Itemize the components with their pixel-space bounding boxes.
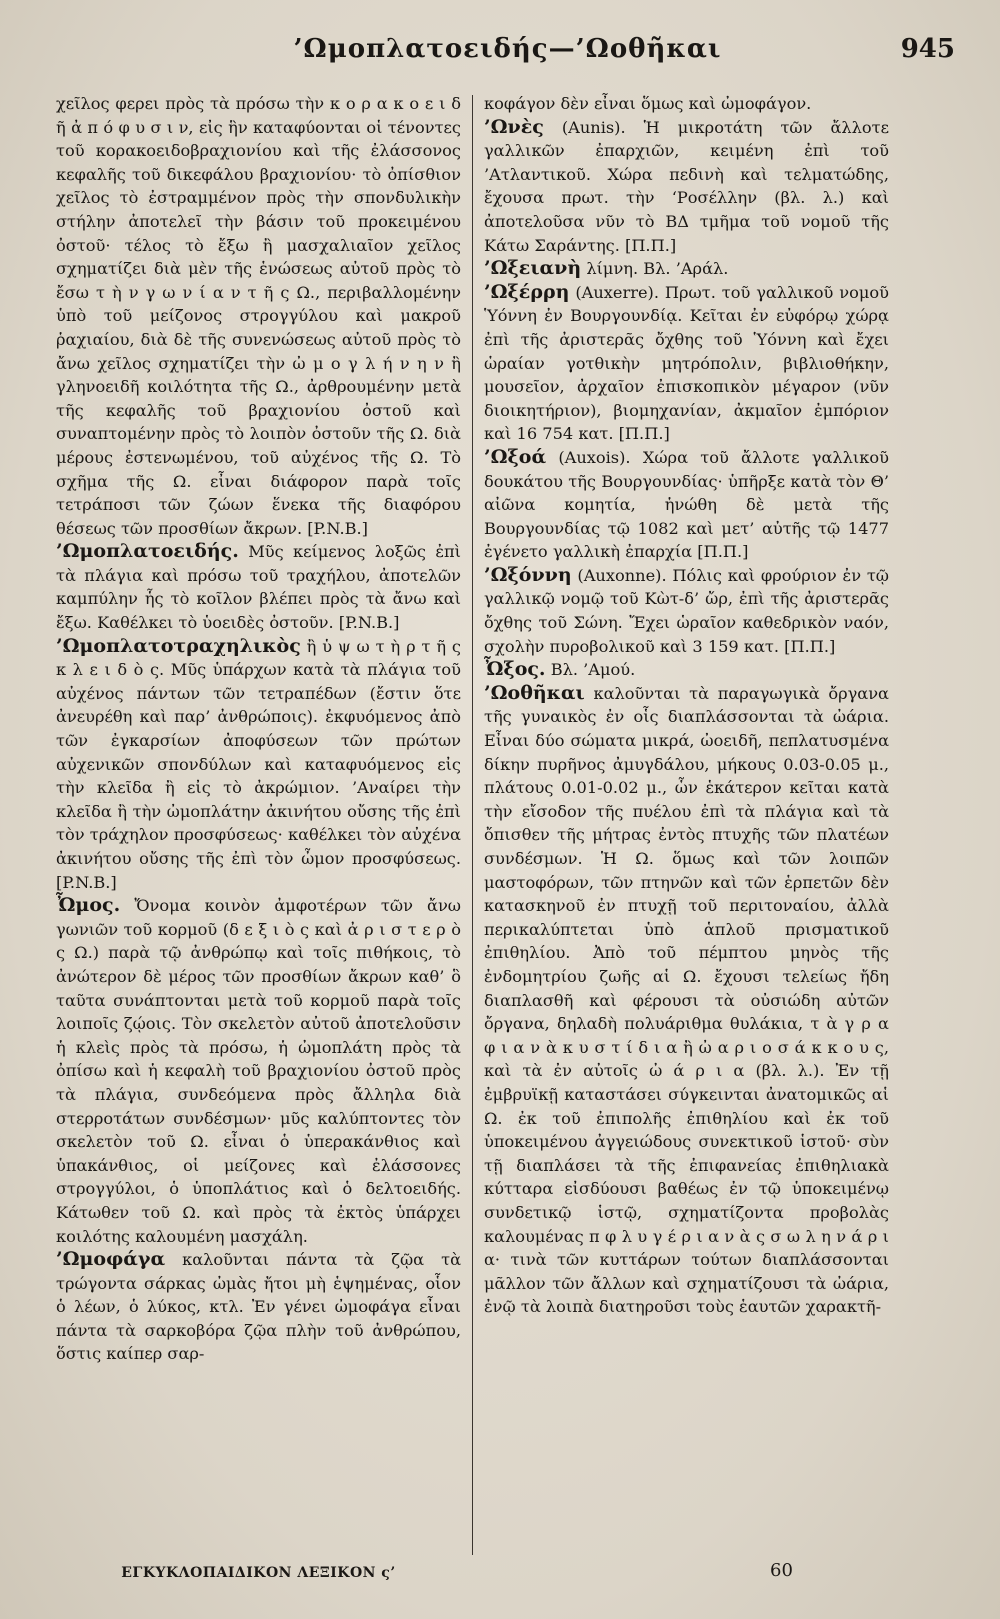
right-column bbox=[484, 92, 889, 1562]
dictionary-entry bbox=[484, 116, 889, 258]
entry-text: Βλ. ’Αμού. bbox=[550, 660, 636, 680]
entry-headword: ’Ωξέρρη bbox=[484, 280, 570, 303]
dictionary-entry bbox=[484, 564, 889, 658]
entry-text: (Auxois). Χώρα τοῦ ἄλλοτε γαλλικοῦ δουκάτου τῆς Βουργουνδίας· ὑπῆρξε κατὰ τὸν Θ’ αἰῶνα κομητία, ἡνώθη δὲ μετὰ τῆς Βουργουνδίας τῷ 1082 καὶ μετ’ αὐτῆς τῷ 1477 ἐγένετο γαλλικὴ ἐπαρχία [Π.Π.] bbox=[484, 447, 889, 562]
dictionary-entry bbox=[56, 540, 461, 634]
dictionary-entry bbox=[484, 257, 889, 281]
footer-imprint: ΕΓΚΥΚΛΟΠΑΙΔΙΚΟΝ ΛΕΞΙΚΟΝ ς’ bbox=[121, 1565, 396, 1581]
entry-headword: ’Ωμοπλατοτραχηλικὸς bbox=[56, 634, 301, 657]
entry-text: καλοῦνται πάντα τὰ ζῷα τὰ τρώγοντα σάρκας ὠμὰς ἤτοι μὴ ἑψημένας, οἷον ὁ λέων, ὁ λύκος, κτλ. Ἐν γένει ὠμοφάγα εἶναι πάντα τὰ σαρκοβόρα ζῷα πλὴν τοῦ ἀνθρώπου, ὅστις καίπερ σαρ- bbox=[56, 1250, 461, 1364]
entry-headword: ’Ωοθῆκαι bbox=[484, 681, 585, 704]
entry-text: (Auxerre). Πρωτ. τοῦ γαλλικοῦ νομοῦ Ὑόννη ἐν Βουργουνδίᾳ. Κεῖται ἐν εὐφόρῳ χώρᾳ ἐπὶ τῆς ἀριστερᾶς ὄχθης τοῦ Ὑόννη καὶ ἔχει ὡραίαν γοτθικὴν μητρόπολιν, βιβλιοθήκην, μουσεῖον, ἀρχαῖον ἐπισκοπικὸν μέγαρον (νῦν διοικητήριον), βιομηχανίαν, ἀκμαῖον ἐμπόριον καὶ 16 754 κατ. [Π.Π.] bbox=[484, 282, 889, 444]
entry-text: κοφάγον δὲν εἶναι ὅμως καὶ ὠμοφάγον. bbox=[484, 94, 812, 113]
entry-text: (Aunis). Ἡ μικροτάτη τῶν ἄλλοτε γαλλικῶν ἐπαρχιῶν, κειμένη ἐπὶ τοῦ ’Ατλαντικοῦ. Χώρα πεδινὴ καὶ τελματώδης, ἔχουσα πρωτ. τὴν ‘Ροσέλλην (βλ. λ.) καὶ ἀποτελοῦσα νῦν τὸ ΒΔ τμῆμα τοῦ νομοῦ τῆς Κάτω Σαράντης. [Π.Π.] bbox=[484, 117, 889, 255]
entry-headword: ’Ωμοπλατοειδής. bbox=[56, 540, 239, 563]
entry-headword: ’Ωμοφάγα bbox=[56, 1248, 166, 1271]
dictionary-entry bbox=[56, 635, 461, 895]
page-header bbox=[60, 30, 955, 72]
entry-text: Μῦς κείμενος λοξῶς ἐπὶ τὰ πλάγια καὶ πρόσω τοῦ τραχήλου, ἀποτελῶν καμπύλην ἧς τὸ κοῖλον βλέπει πρὸς τὰ ἄνω καὶ ἔξω. Καθέλκει τὸ ὑοειδὲς ὀστοῦν. [P.N.B.] bbox=[56, 542, 461, 633]
entry-headword: ’Ωνὲς bbox=[484, 115, 544, 138]
entry-text: ἢ ὑ ψ ω τ ὴ ρ τ ῆ ς κ λ ε ι δ ὸ ς. Μῦς ὑπάρχων κατὰ τὰ πλάγια τοῦ αὐχένος πάντων τῶν τετραπέδων (ἔστιν ὅτε ἀνευρέθη καὶ παρ’ ἀνθρώποις). ἐκφυόμενος ἀπὸ τῶν ἐγκαρσίων ἀποφύσεων τῶν πρώτων αὐχενικῶν σπονδύλων καὶ καταφυόμενος εἰς τὴν κλεῖδα ἢ εἰς τὸ ἀκρώμιον. ’Αναίρει τὴν κλεῖδα ἢ τὴν ὠμοπλάτην ἀκινήτου οὔσης τῆς ἐπὶ τὸν τράχηλον προσφύσεως· καθέλκει τὸν αὐχένα ἀκινήτου οὔσης τῆς ἐπὶ τὸν ὦμον προσφύσεως. [P.N.B.] bbox=[56, 636, 461, 892]
signature-mark: 60 bbox=[770, 1560, 793, 1581]
entry-headword: Ὦμος. bbox=[56, 894, 121, 917]
dictionary-entry bbox=[56, 1248, 461, 1366]
column-divider bbox=[472, 95, 473, 1555]
dictionary-entry bbox=[484, 281, 889, 446]
entry-text: (Auxonne). Πόλις καὶ φρούριον ἐν τῷ γαλλικῷ νομῷ τοῦ Κὼτ-δ’ ὤρ, ἐπὶ τῆς ἀριστερᾶς ὄχθης τοῦ Σώνη. Ἔχει ὡραῖον καθεδρικὸν ναόν, σχολὴν πυροβολικοῦ καὶ 3 159 κατ. [Π.Π.] bbox=[484, 565, 889, 656]
entry-headword: ’Ωξοά bbox=[484, 445, 547, 468]
entry-text: χεῖλος φερει πρὸς τὰ πρόσω τὴν κ ο ρ α κ ο ε ι δ ῆ ἀ π ό φ υ σ ι ν, εἰς ἣν καταφύονται οἱ τένοντες τοῦ κορακοειδοβραχιονίου καὶ τῆς ἐλάσσονος κεφαλῆς τοῦ δικεφάλου βραχιονίου· τὸ ὀπίσθιον χεῖλος τὸ ἐστραμμένον πρὸς τὴν σπονδυλικὴν στήλην ἀποτελεῖ τὴν βάσιν τοῦ προκειμένου ὀστοῦ· τέλος τὸ ἔξω ἢ μασχαλιαῖον χεῖλος σχηματίζει διὰ μὲν τῆς ἑνώσεως αὐτοῦ πρὸς τὸ ἔσω τ ὴ ν γ ω ν ί α ν τ ῆ ς Ω., περιβαλλομένην ὑπὸ τοῦ μείζονος στρογγύλου καὶ μακροῦ ῥαχιαίου, διὰ δὲ τῆς συνενώσεως αὐτοῦ πρὸς τὸ ἄνω χεῖλος σχηματίζει τὴν ὠ μ ο γ λ ή ν η ν ἢ γληνοειδῆ κοιλότητα τῆς Ω., ἀρθρουμένην μετὰ τῆς κεφαλῆς τοῦ βραχιονίου ὀστοῦ καὶ συναπτομένην πρὸς τὸ λοιπὸν ὀστοῦν τῆς Ω. διὰ μέρους ἐστενωμένου, τοῦ αὐχένος τῆς Ω. Τὸ σχῆμα τῆς Ω. εἶναι διάφορον παρὰ τοῖς τετράποσι τῶν ζώων ἕνεκα τῆς διαφόρου θέσεως τῶν προσθίων ἄκρων. [P.N.B.] bbox=[56, 94, 461, 538]
entry-headword: ’Ωξόννη bbox=[484, 563, 572, 586]
entry-headword: ’Ωξειανὴ bbox=[484, 257, 582, 280]
running-head: ’Ωμοπλατοειδής—’Ωοθῆκαι bbox=[293, 34, 722, 64]
dictionary-entry bbox=[56, 894, 461, 1248]
entry-text: καλοῦνται τὰ παραγωγικὰ ὄργανα τῆς γυναικὸς ἐν οἷς διαπλάσσονται τὰ ὠάρια. Εἶναι δύο σώματα μικρά, ὠοειδῆ, πεπλατυσμένα δίκην πυρῆνος ἀμυγδάλου, μήκους 0.03-0.05 μ., πλάτους 0.01-0.02 μ., ὧν ἑκάτερον κεῖται κατὰ τὴν εἴσοδον τῆς πυέλου ἐπὶ τὰ πλάγια καὶ τὰ ὄπισθεν τῆς μήτρας ἐντὸς πτυχῆς τῶν πλατέων συνδέσμων. Ἡ Ω. ὅμως καὶ τῶν λοιπῶν μαστοφόρων, τῶν πτηνῶν καὶ τῶν ἑρπετῶν δὲν κατασκηνοῦ ἐν πτυχῇ τοῦ περιτοναίου, ἀλλὰ περικαλύπτεται ὑπὸ ἁπλοῦ πρισματικοῦ ἐπιθηλίου. Ἀπὸ τοῦ πέμπτου μηνὸς τῆς ἐνδομητρίου ζωῆς αἱ Ω. ἔχουσι τελείως ἤδη διαπλασθῆ καὶ φέρουσι τὰ οὐσιώδη αὐτῶν ὄργανα, δηλαδὴ πολυάριθμα θυλάκια, τ ὰ γ ρ α φ ι α ν ὰ κ υ σ τ ί δ ι α ἢ ὠ α ρ ι ο σ ά κ κ ο υ ς, καὶ τὰ ἐν αὐτοῖς ὠ ά ρ ι α (βλ. λ.). Ἐν τῇ ἐμβρυϊκῇ καταστάσει σύγκεινται ἀνατομικῶς αἱ Ω. ἐκ τοῦ ἐπιπολῆς ἐπιθηλίου καὶ ἐκ τοῦ ὑποκειμένου ἀγγειώδους συνεκτικοῦ ἱστοῦ· σὺν τῇ διαπλάσει τὰ τῆς ἐπιφανείας ἐπιθηλιακὰ κύτταρα εἰσδύουσι βαθέως ἐν τῷ ὑποκειμένῳ συνδετικῷ ἱστῷ, σχηματίζοντα προβολὰς καλουμένας π φ λ υ γ έ ρ ι α ν ὰ ς σ ω λ η ν ά ρ ι α· τινὰ τῶν κυττάρων τούτων διαπλάσσονται μᾶλλον τῶν ἄλλων καὶ σχηματίζουσι τὰ ὠάρια, ἐνῷ τὰ λοιπὰ διατηροῦσι τοὺς ἑαυτῶν χαρακτῆ- bbox=[484, 683, 889, 1317]
entry-text: Ὄνομα κοινὸν ἀμφοτέρων τῶν ἄνω γωνιῶν τοῦ κορμοῦ (δ ε ξ ι ὸ ς καὶ ἀ ρ ι σ τ ε ρ ὸ ς Ω.) παρὰ τῷ ἀνθρώπῳ καὶ τοῖς πιθήκοις, τὸ ἀνώτερον δὲ μέρος τῶν προσθίων ἄκρων καθ’ ὃ ταῦτα συνάπτονται μετὰ τοῦ κορμοῦ παρὰ τοῖς λοιποῖς ζῴοις. Τὸν σκελετὸν αὐτοῦ ἀποτελοῦσιν ἡ κλεὶς πρὸς τὰ πρόσω, ἡ ὠμοπλάτη πρὸς τὰ ὀπίσω καὶ ἡ κεφαλὴ τοῦ βραχιονίου ὀστοῦ πρὸς τὰ πλάγια, συνδεόμενα πρὸς ἄλληλα διὰ στερροτάτων συνδέσμων· μῦς καλύπτοντες τὸν σκελετὸν τοῦ Ω. εἶναι ὁ ὑπερακάνθιος καὶ ὑπακάνθιος, οἱ μείζονες καὶ ἐλάσσονες στρογγύλοι, ὁ ὑποπλάτιος καὶ ὁ δελτοειδής. Κάτωθεν τοῦ Ω. καὶ πρὸς τὰ ἐκτὸς ὑπάρχει κοιλότης καλουμένη μασχάλη. bbox=[56, 896, 461, 1246]
dictionary-entry bbox=[484, 446, 889, 564]
dictionary-entry bbox=[484, 682, 889, 1319]
page-number: 945 bbox=[900, 34, 955, 64]
entry-continuation bbox=[56, 92, 461, 540]
entry-headword: Ὦξος. bbox=[484, 658, 546, 681]
entry-text: λίμνη. Βλ. ’Αράλ. bbox=[586, 259, 729, 279]
dictionary-entry bbox=[484, 658, 889, 682]
left-column bbox=[56, 92, 461, 1562]
entry-continuation bbox=[484, 92, 889, 116]
